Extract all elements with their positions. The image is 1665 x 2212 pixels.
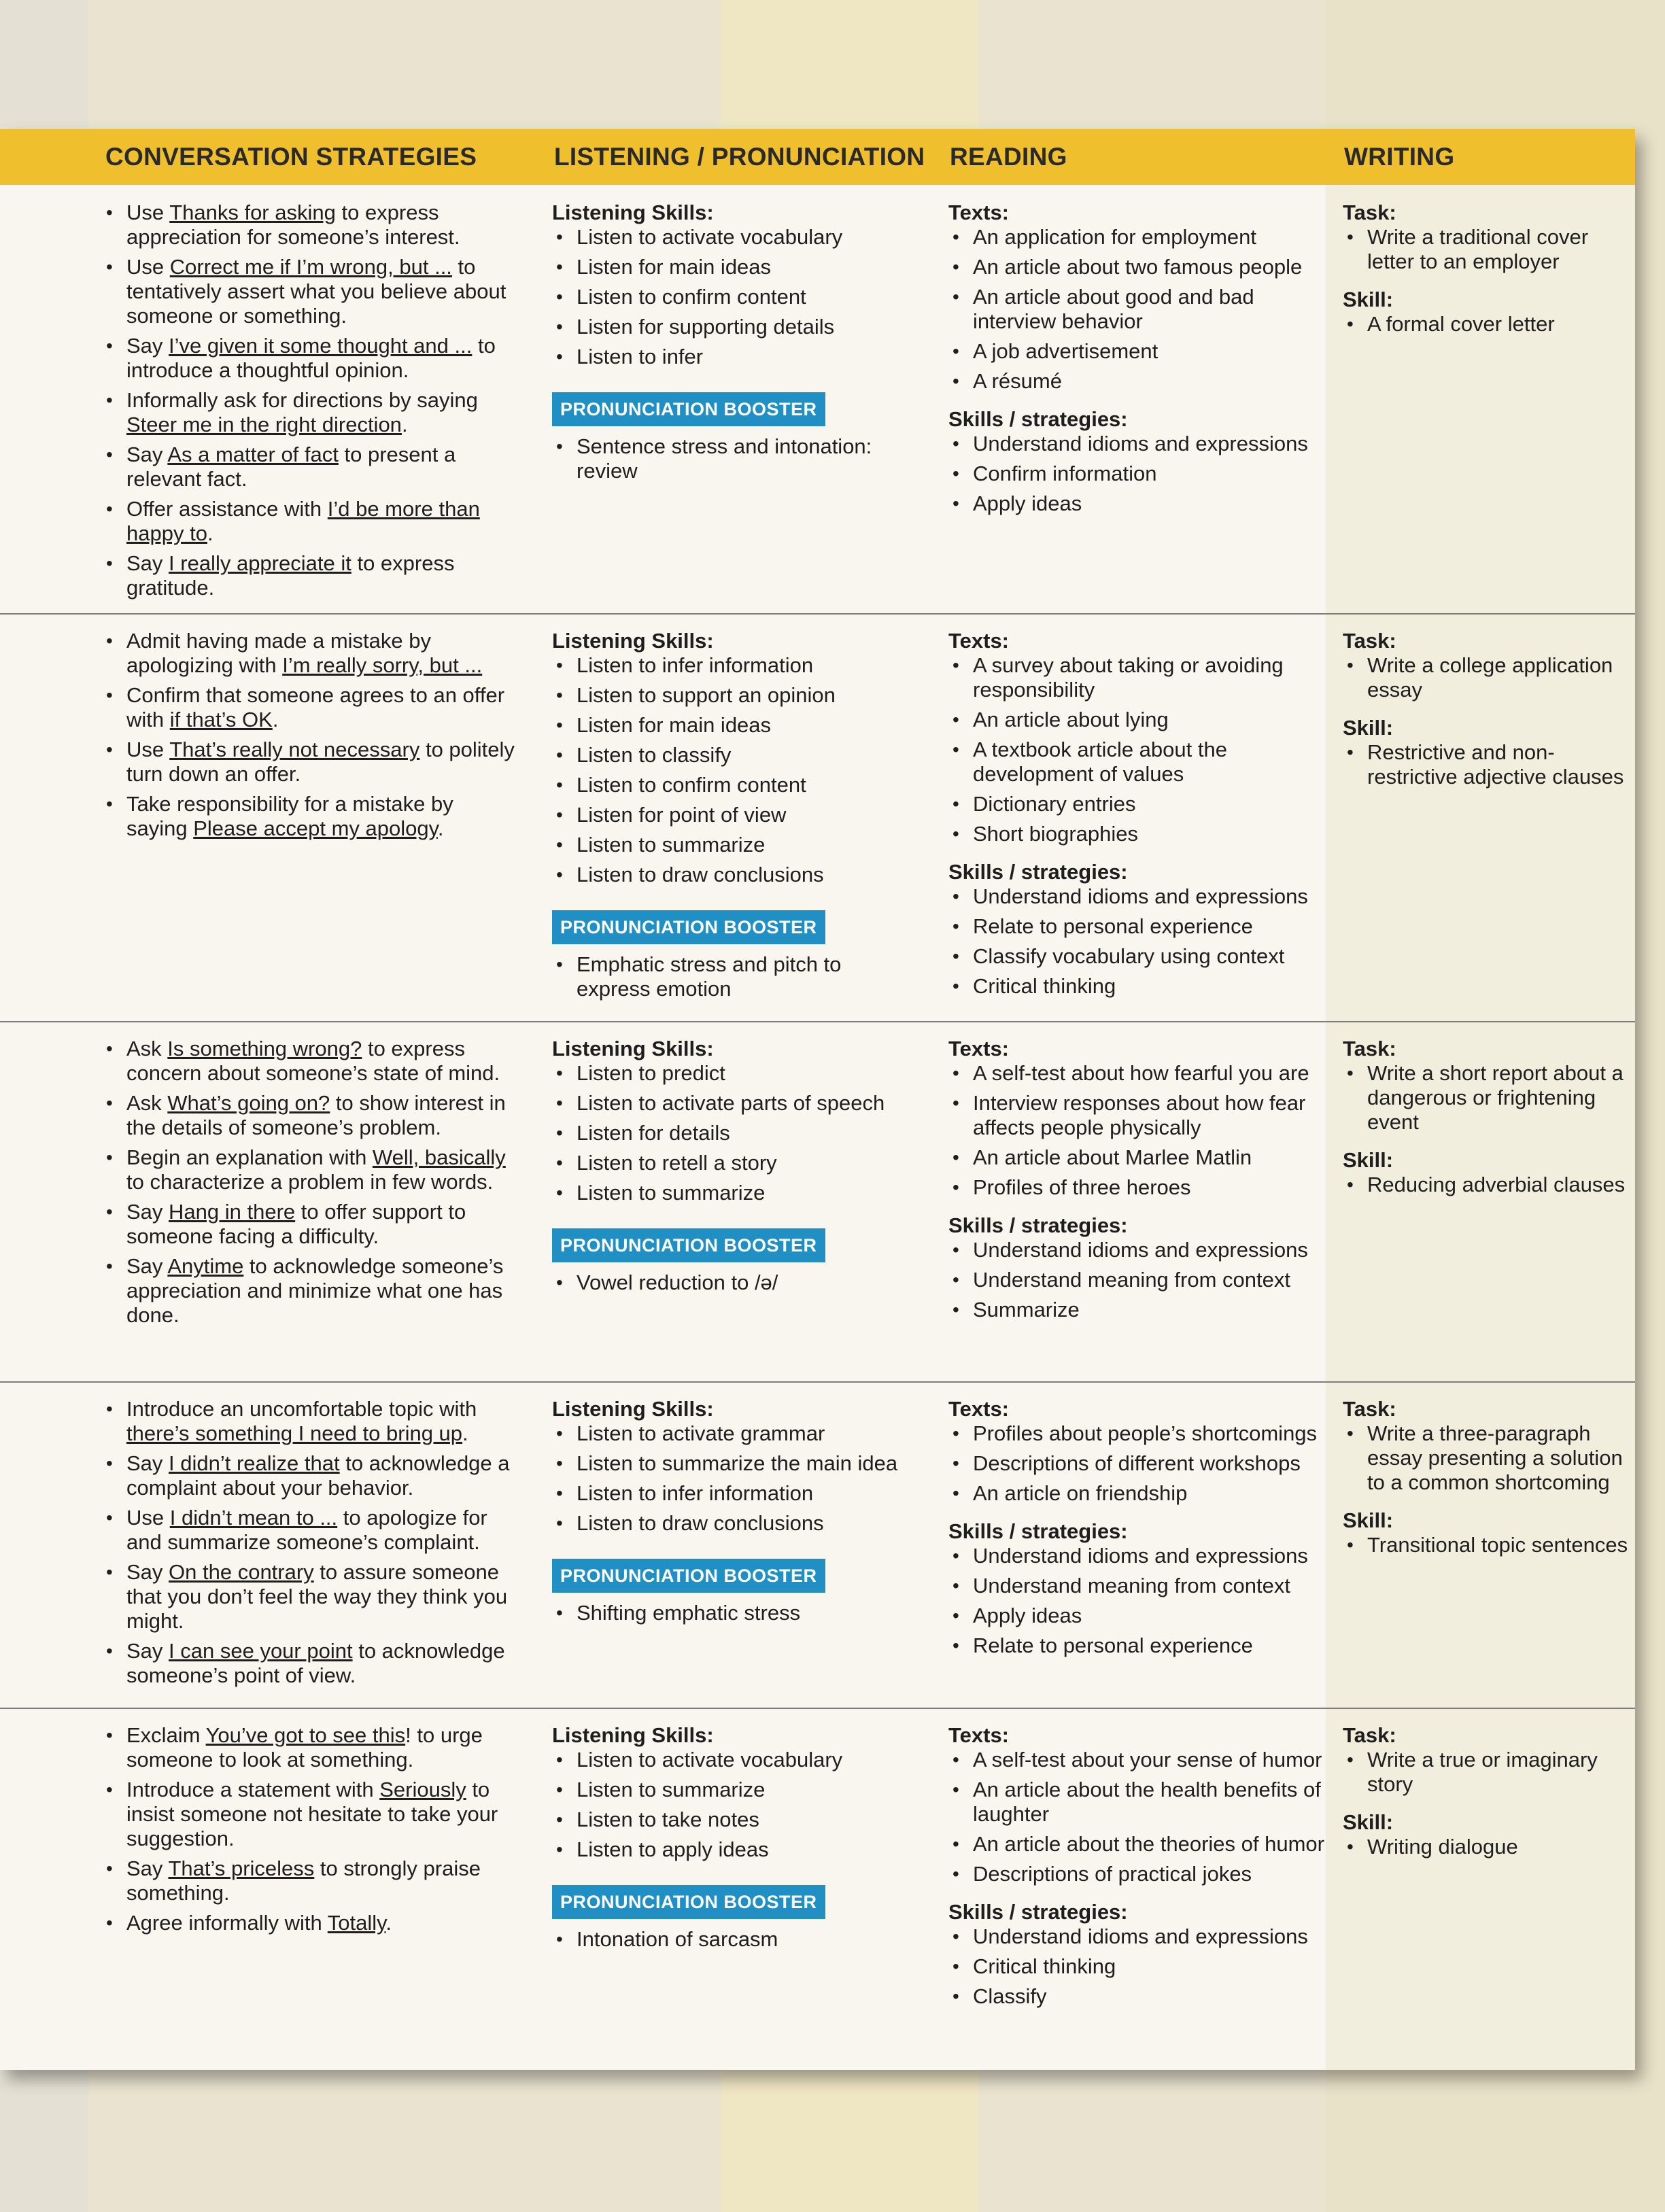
reading-strategy: • Apply ideas [948,491,1329,516]
reading-strategy-list [948,432,1329,516]
texts-label: Texts: [948,1397,1010,1421]
reading-text: • Interview responses about how fear affects people physically [948,1091,1329,1140]
task-label: Task: [1343,1397,1396,1421]
reading-strategy: • Understand idioms and expressions [948,884,1329,909]
conversation-strategy [102,1639,517,1688]
task-label: Task: [1343,201,1396,224]
listening-skill: • Listen for main ideas [552,713,919,738]
writing-task-list [1343,1748,1628,1797]
task-label: Task: [1343,1723,1396,1747]
conversation-strategy [102,334,517,383]
conversation-strategies-cell [102,1397,517,1693]
strategy-text: Say [126,1254,168,1278]
listening-skill: • Listen to draw conclusions [552,1511,919,1536]
strategy-text: to assure someone that you don’t feel the way they think you might. [126,1560,508,1633]
strategy-phrase: I’d be more than happy to [126,497,480,545]
strategy-text: Say [126,1451,169,1475]
writing-cell [1343,1723,1628,1865]
skill-label: Skill: [1343,1148,1394,1172]
reading-strategy: • Understand idioms and expressions [948,432,1329,456]
conversation-strategy [102,1451,517,1500]
listening-skill: • Listen to activate vocabulary [552,225,919,249]
listening-skill: • Listen for main ideas [552,255,919,279]
reading-text: • An article about lying [948,708,1329,732]
row-divider [0,1381,1635,1383]
reading-strategy: • Understand meaning from context [948,1268,1329,1292]
writing-skill-list [1343,1835,1628,1859]
reading-text: • A textbook article about the development of values [948,738,1329,787]
strategy-text: . [207,521,213,545]
strategy-text: Informally ask for directions by saying [126,388,478,412]
reading-strategy: • Summarize [948,1298,1329,1322]
strategy-text: to offer support to someone facing a difficulty. [126,1200,466,1248]
strategy-text: to express appreciation for someone’s interest. [126,201,460,249]
strategy-phrase: That’s priceless [168,1856,315,1880]
strategy-phrase: You’ve got to see this [205,1723,406,1747]
writing-task: • Write a college application essay [1343,653,1628,702]
writing-skill-list [1343,1173,1628,1197]
reading-text: • A self-test about how fearful you are [948,1061,1329,1086]
task-label: Task: [1343,1037,1396,1060]
strategy-phrase: I didn’t realize that [169,1451,340,1475]
reading-strategy: • Understand idioms and expressions [948,1924,1329,1949]
strategy-text: Say [126,443,168,466]
strategy-text: ! to urge someone to look at something. [126,1723,483,1772]
reading-text-list [948,1421,1329,1506]
writing-cell [1343,629,1628,795]
listening-skill-list [552,1748,919,1862]
strategy-phrase: On the contrary [169,1560,314,1584]
strategy-text: . [272,708,279,731]
strategy-text: to acknowledge someone’s point of view. [126,1639,505,1687]
listening-pronunciation-cell [552,629,919,1007]
listening-skill: • Listen to infer information [552,653,919,678]
strategy-phrase: Hang in there [169,1200,296,1224]
strategy-text: Use [126,738,170,761]
strategy-phrase: if that’s OK [169,708,273,731]
conversation-strategy [102,388,517,437]
listening-skill-list [552,653,919,887]
row-divider [0,1708,1635,1709]
listening-skill: • Listen to retell a story [552,1151,919,1175]
pronunciation-item: • Shifting emphatic stress [552,1601,919,1625]
reading-cell [948,629,1329,1004]
texts-label: Texts: [948,201,1010,224]
strategy-phrase: Steer me in the right direction [126,413,402,436]
reading-text: • A job advertisement [948,339,1329,364]
reading-strategy: • Critical thinking [948,1954,1329,1979]
strategy-text: to express gratitude. [126,551,455,600]
reading-text: • A self-test about your sense of humor [948,1748,1329,1772]
strategy-phrase: That’s really not necessary [169,738,420,761]
strategy-text: to express concern about someone’s state of mind. [126,1037,500,1085]
writing-task: • Write a three-paragraph essay presenting a solution to a common shortcoming [1343,1421,1628,1495]
reading-text: • Descriptions of different workshops [948,1451,1329,1476]
reading-text: • Profiles of three heroes [948,1175,1329,1200]
listening-skill: • Listen to summarize [552,833,919,857]
strategy-text: Say [126,334,169,358]
strategy-text: to tentatively assert what you believe about someone or something. [126,255,507,328]
listening-pronunciation-cell [552,201,919,489]
strategy-text: Confirm that someone agrees to an offer with [126,683,505,731]
strategy-text: Begin an explanation with [126,1145,373,1169]
conversation-strategy-list [102,629,517,841]
header-listening-pronunciation: LISTENING / PRONUNCIATION [554,143,925,171]
reading-strategy: • Understand meaning from context [948,1574,1329,1598]
conversation-strategy [102,1397,517,1446]
conversation-strategies-cell [102,629,517,846]
conversation-strategy-list [102,1397,517,1688]
listening-skill: • Listen for details [552,1121,919,1145]
pronunciation-item: • Intonation of sarcasm [552,1927,919,1952]
writing-skill: • Restrictive and non-restrictive adjective clauses [1343,740,1628,789]
writing-task-list [1343,653,1628,702]
conversation-strategy [102,629,517,678]
listening-pronunciation-cell [552,1723,919,1957]
header-reading: READING [950,143,1067,171]
strategy-phrase: I didn’t mean to ... [169,1506,338,1530]
strategy-text: Exclaim [126,1723,206,1747]
skills-strategies-label: Skills / strategies: [948,1900,1128,1924]
reading-text-list [948,1748,1329,1886]
listening-skill: • Listen for point of view [552,803,919,827]
conversation-strategy [102,1911,517,1935]
conversation-strategy [102,497,517,546]
conversation-strategies-cell [102,201,517,606]
strategy-phrase: As a matter of fact [167,443,339,466]
pronunciation-item-list [552,1601,919,1625]
skill-label: Skill: [1343,1810,1394,1834]
conversation-strategy [102,1560,517,1634]
reading-strategy: • Understand idioms and expressions [948,1544,1329,1568]
conversation-strategy [102,1506,517,1555]
strategy-phrase: Please accept my apology [193,816,438,840]
strategy-text: to present a relevant fact. [126,443,456,491]
conversation-strategy-list [102,1037,517,1328]
listening-skill: • Listen to infer information [552,1481,919,1506]
listening-skills-label: Listening Skills: [552,629,714,653]
reading-text-list [948,1061,1329,1200]
strategy-text: Say [126,1639,169,1663]
writing-skill-list [1343,740,1628,789]
conversation-strategy-list [102,1723,517,1935]
listening-skill: • Listen to predict [552,1061,919,1086]
texts-label: Texts: [948,1037,1010,1060]
listening-skill-list [552,225,919,369]
writing-task-list [1343,1061,1628,1135]
reading-cell [948,1723,1329,2014]
pronunciation-item-list [552,1927,919,1952]
reading-strategy: • Relate to personal experience [948,914,1329,939]
conversation-strategy [102,201,517,249]
reading-strategy: • Apply ideas [948,1604,1329,1628]
strategy-text: to politely turn down an offer. [126,738,515,786]
conversation-strategy-list [102,201,517,600]
skills-strategies-label: Skills / strategies: [948,407,1128,431]
writing-task-list [1343,1421,1628,1495]
pronunciation-booster-badge: PRONUNCIATION BOOSTER [552,1228,825,1262]
conversation-strategy [102,1778,517,1851]
reading-text: • An article about good and bad interview behavior [948,285,1329,334]
listening-skill: • Listen to summarize [552,1778,919,1802]
strategy-text: to acknowledge a complaint about your behavior. [126,1451,510,1500]
conversation-strategy [102,1856,517,1905]
listening-pronunciation-cell [552,1397,919,1631]
strategy-text: . [462,1421,468,1445]
reading-strategy-list [948,1924,1329,2009]
writing-skill: • Reducing adverbial clauses [1343,1173,1628,1197]
writing-cell [1343,1037,1628,1203]
strategy-text: Say [126,1200,169,1224]
conversation-strategy [102,443,517,491]
row-divider [0,1021,1635,1022]
writing-cell [1343,1397,1628,1563]
listening-skill: • Listen to infer [552,345,919,369]
listening-skill: • Listen to confirm content [552,773,919,797]
strategy-text: to introduce a thoughtful opinion. [126,334,496,382]
reading-strategy-list [948,1238,1329,1322]
header-conversation-strategies: CONVERSATION STRATEGIES [105,143,477,171]
reading-cell [948,201,1329,521]
skill-label: Skill: [1343,288,1394,311]
writing-task-list [1343,225,1628,274]
listening-skill: • Listen to activate vocabulary [552,1748,919,1772]
strategy-text: Ask [126,1091,168,1115]
skill-label: Skill: [1343,1508,1394,1532]
listening-pronunciation-cell [552,1037,919,1300]
pronunciation-booster-badge: PRONUNCIATION BOOSTER [552,910,825,944]
skills-strategies-label: Skills / strategies: [948,1213,1128,1237]
writing-task: • Write a short report about a dangerous or frightening event [1343,1061,1628,1135]
writing-task: • Write a traditional cover letter to an employer [1343,225,1628,274]
strategy-text: to apologize for and summarize someone’s complaint. [126,1506,487,1554]
listening-skill: • Listen to take notes [552,1808,919,1832]
writing-skill-list [1343,1533,1628,1557]
header-writing: WRITING [1344,143,1455,171]
reading-text: • An article about the health benefits of laughter [948,1778,1329,1827]
reading-text: • A résumé [948,369,1329,394]
conversation-strategies-cell [102,1037,517,1333]
strategy-phrase: I really appreciate it [169,551,351,575]
pronunciation-item: • Vowel reduction to /ə/ [552,1271,919,1295]
reading-text: • Dictionary entries [948,792,1329,816]
strategy-phrase: Thanks for asking [169,201,336,224]
pronunciation-booster-badge: PRONUNCIATION BOOSTER [552,1885,825,1919]
strategy-text: Say [126,1560,169,1584]
texts-label: Texts: [948,1723,1010,1747]
pronunciation-item: • Emphatic stress and pitch to express emotion [552,952,919,1001]
strategy-phrase: Totally [327,1911,386,1935]
listening-skill: • Listen to activate grammar [552,1421,919,1446]
strategy-text: . [401,413,408,436]
writing-cell [1343,201,1628,342]
conversation-strategy [102,792,517,841]
conversation-strategies-cell [102,1723,517,1941]
listening-skill: • Listen to apply ideas [552,1837,919,1862]
row-divider [0,613,1635,615]
conversation-strategy [102,1091,517,1140]
reading-strategy: • Relate to personal experience [948,1634,1329,1658]
strategy-phrase: Is something wrong? [167,1037,362,1060]
pronunciation-item: • Sentence stress and intonation: review [552,434,919,483]
reading-strategy: • Classify [948,1984,1329,2009]
reading-text: • An article on friendship [948,1481,1329,1506]
strategy-text: . [385,1911,392,1935]
listening-skill-list [552,1421,919,1536]
strategy-text: Introduce a statement with [126,1778,380,1801]
conversation-strategy [102,1200,517,1249]
conversation-strategy [102,738,517,787]
reading-strategy: • Understand idioms and expressions [948,1238,1329,1262]
strategy-text: to strongly praise something. [126,1856,481,1905]
listening-skill: • Listen to activate parts of speech [552,1091,919,1116]
writing-skill: • Writing dialogue [1343,1835,1628,1859]
reading-strategy-list [948,1544,1329,1658]
strategy-phrase: I’m really sorry, but ... [282,653,483,677]
pronunciation-item-list [552,1271,919,1295]
strategy-phrase: I’ve given it some thought and ... [169,334,473,358]
reading-cell [948,1037,1329,1328]
strategy-text: Say [126,1856,169,1880]
skill-label: Skill: [1343,716,1394,740]
reading-text: • A survey about taking or avoiding responsibility [948,653,1329,702]
writing-task: • Write a true or imaginary story [1343,1748,1628,1797]
skills-strategies-label: Skills / strategies: [948,1519,1128,1543]
syllabus-table-page [0,129,1635,2070]
reading-text: • An article about two famous people [948,255,1329,279]
listening-skills-label: Listening Skills: [552,1723,714,1747]
strategy-text: Take responsibility for a mistake by saying [126,792,453,840]
listening-skill: • Listen to classify [552,743,919,767]
listening-skill: • Listen to summarize the main idea [552,1451,919,1476]
reading-text: • Short biographies [948,822,1329,846]
strategy-text: to characterize a problem in few words. [126,1170,494,1194]
strategy-text: Say [126,551,169,575]
texts-label: Texts: [948,629,1010,653]
strategy-text: Offer assistance with [126,497,328,521]
reading-text-list [948,225,1329,394]
listening-skills-label: Listening Skills: [552,201,714,224]
reading-strategy-list [948,884,1329,999]
strategy-text: Use [126,1506,170,1530]
strategy-text: Ask [126,1037,168,1060]
writing-skill: • A formal cover letter [1343,312,1628,336]
strategy-phrase: there’s something I need to bring up [126,1421,463,1445]
reading-cell [948,1397,1329,1663]
listening-skill: • Listen to support an opinion [552,683,919,708]
pronunciation-item-list [552,434,919,483]
strategy-text: Introduce an uncomfortable topic with [126,1397,477,1421]
skills-strategies-label: Skills / strategies: [948,860,1128,884]
strategy-text: to acknowledge someone’s appreciation and minimize what one has done. [126,1254,504,1327]
conversation-strategy [102,1037,517,1086]
writing-skill-list [1343,312,1628,336]
strategy-text: . [437,816,444,840]
reading-text: • Profiles about people’s shortcomings [948,1421,1329,1446]
reading-text: • Descriptions of practical jokes [948,1862,1329,1886]
pronunciation-booster-badge: PRONUNCIATION BOOSTER [552,392,825,426]
strategy-text: Use [126,255,170,279]
strategy-phrase: I can see your point [169,1639,353,1663]
strategy-phrase: Anytime [167,1254,244,1278]
reading-text-list [948,653,1329,846]
pronunciation-booster-badge: PRONUNCIATION BOOSTER [552,1559,825,1593]
pronunciation-item-list [552,952,919,1001]
strategy-text: Use [126,201,170,224]
strategy-text: to insist someone not hesitate to take your suggestion. [126,1778,498,1850]
reading-text: • An article about the theories of humor [948,1832,1329,1856]
table-header [0,129,1635,185]
conversation-strategy [102,1145,517,1194]
strategy-phrase: What’s going on? [167,1091,330,1115]
strategy-phrase: Well, basically [372,1145,506,1169]
strategy-phrase: Seriously [379,1778,466,1801]
conversation-strategy [102,1723,517,1772]
listening-skills-label: Listening Skills: [552,1037,714,1060]
strategy-text: to show interest in the details of someone’s problem. [126,1091,506,1139]
reading-strategy: • Confirm information [948,462,1329,486]
reading-strategy: • Classify vocabulary using context [948,944,1329,969]
conversation-strategy [102,1254,517,1328]
listening-skill: • Listen to draw conclusions [552,863,919,887]
listening-skill: • Listen to summarize [552,1181,919,1205]
reading-strategy: • Critical thinking [948,974,1329,999]
strategy-text: Admit having made a mistake by apologizing with [126,629,431,677]
conversation-strategy [102,551,517,600]
listening-skill: • Listen to confirm content [552,285,919,309]
task-label: Task: [1343,629,1396,653]
listening-skills-label: Listening Skills: [552,1397,714,1421]
listening-skill: • Listen for supporting details [552,315,919,339]
conversation-strategy [102,683,517,732]
listening-skill-list [552,1061,919,1205]
writing-skill: • Transitional topic sentences [1343,1533,1628,1557]
reading-text: • An article about Marlee Matlin [948,1145,1329,1170]
strategy-phrase: Correct me if I’m wrong, but ... [169,255,452,279]
strategy-text: Agree informally with [126,1911,328,1935]
conversation-strategy [102,255,517,328]
reading-text: • An application for employment [948,225,1329,249]
